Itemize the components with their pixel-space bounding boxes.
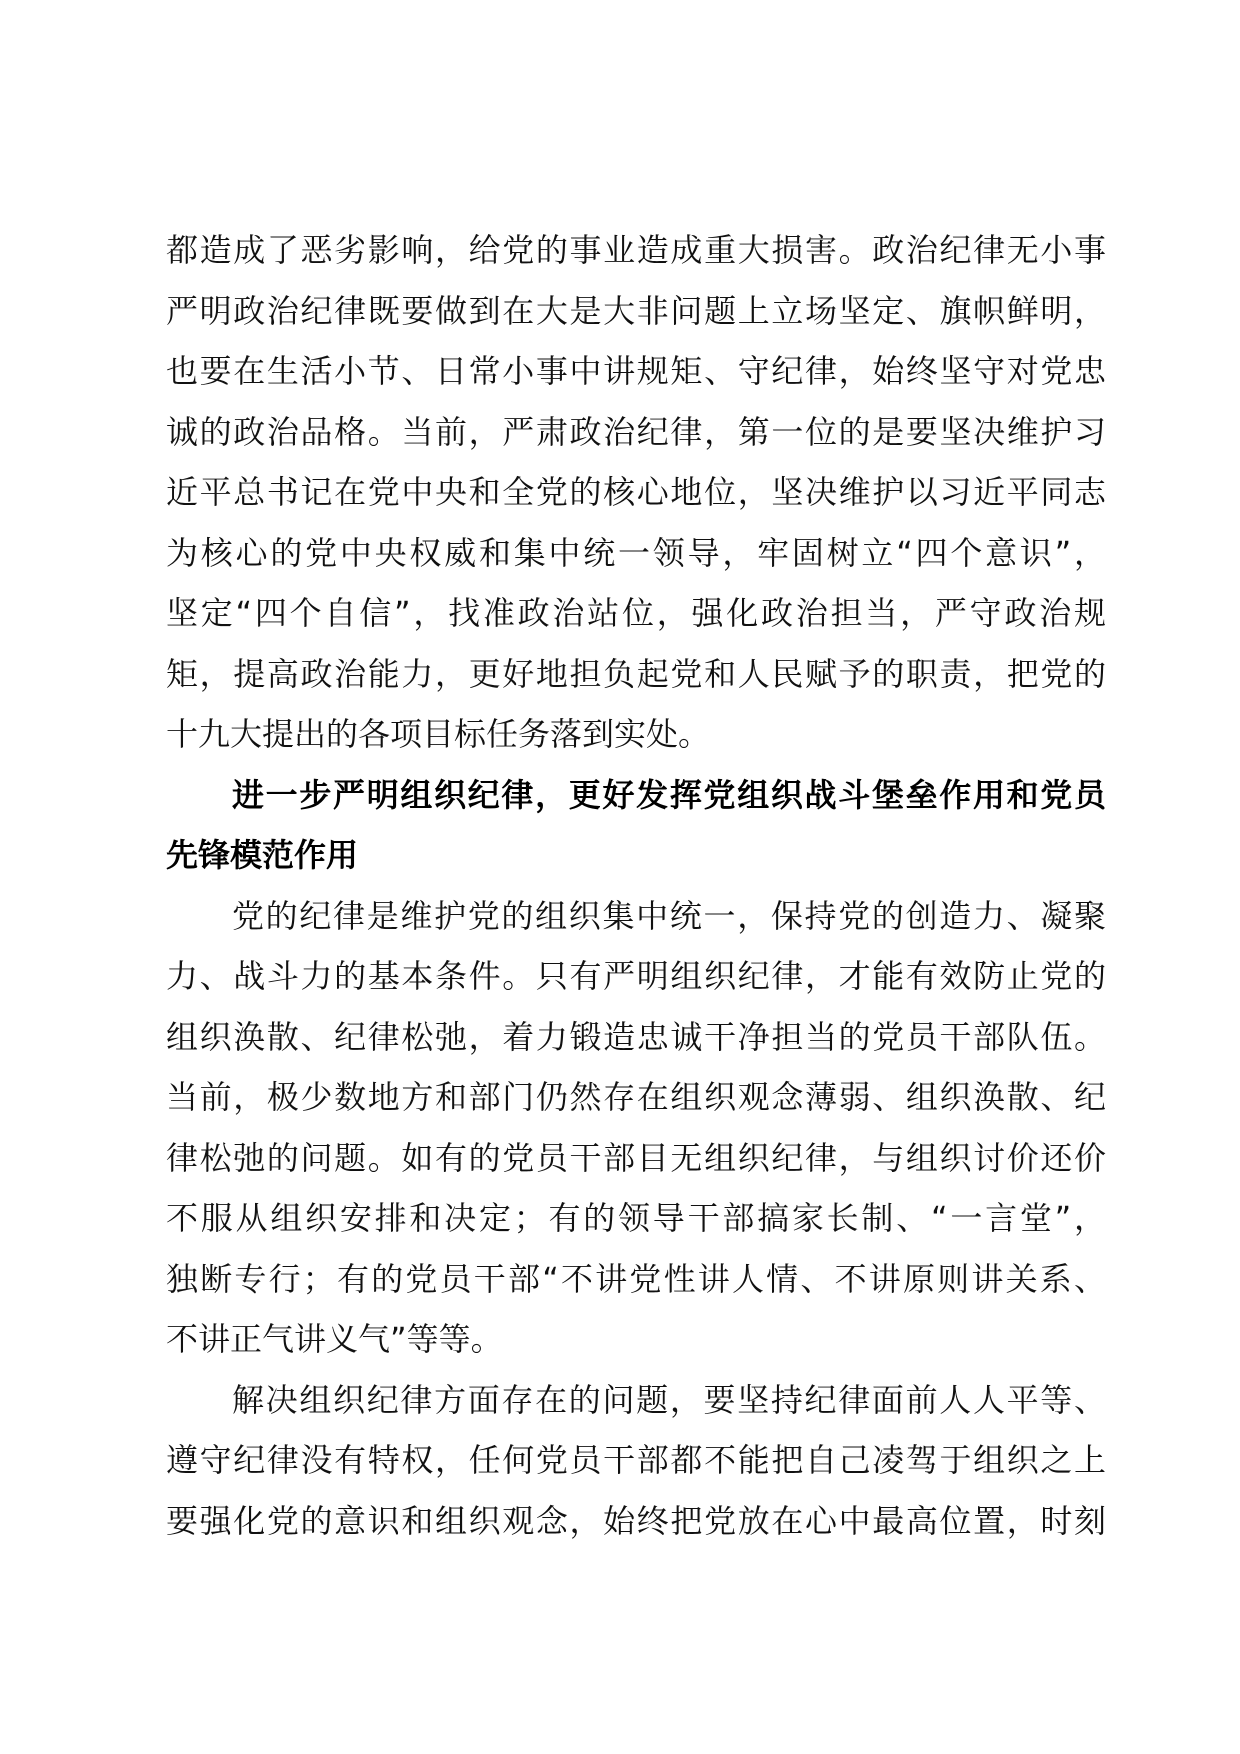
text-line: 也要在生活小节、日常小事中讲规矩、守纪律，始终坚守对党忠: [166, 352, 1106, 390]
text-line: 党的纪律是维护党的组织集中统一，保持党的创造力、凝聚: [232, 896, 1106, 935]
text-line: 律松弛的问题。如有的党员干部目无组织纪律，与组织讨价还价: [166, 1138, 1106, 1177]
text-line: 诚的政治品格。当前，严肃政治纪律，第一位的是要坚决维护习: [166, 412, 1106, 451]
text-line: 不讲正气讲义气”等等。: [166, 1320, 503, 1358]
text-line: 坚定“四个自信”，找准政治站位，强化政治担当，严守政治规: [166, 594, 1106, 632]
paragraph-political-discipline: [166, 220, 1106, 765]
text-line: 独断专行；有的党员干部“不讲党性讲人情、不讲原则讲关系、: [166, 1259, 1106, 1298]
text-line: 为核心的党中央权威和集中统一领导，牢固树立“四个意识”，: [166, 533, 1106, 572]
section-heading: [166, 765, 1106, 886]
paragraph-organizational-discipline: [166, 886, 1106, 1370]
text-line: 都造成了恶劣影响，给党的事业造成重大损害。政治纪律无小事: [166, 231, 1106, 269]
text-line: 十九大提出的各项目标任务落到实处。: [166, 715, 711, 753]
text-line: 组织涣散、纪律松弛，着力锻造忠诚干净担当的党员干部队伍。: [166, 1017, 1106, 1056]
text-line: 要强化党的意识和组织观念，始终把党放在心中最高位置，时刻: [166, 1501, 1106, 1540]
text-line: 当前，极少数地方和部门仍然存在组织观念薄弱、组织涣散、纪: [166, 1078, 1106, 1116]
text-line: 力、战斗力的基本条件。只有严明组织纪律，才能有效防止党的: [166, 957, 1106, 995]
text-line: 近平总书记在党中央和全党的核心地位，坚决维护以习近平同志: [166, 473, 1106, 511]
text-line: 遵守纪律没有特权，任何党员干部都不能把自己凌驾于组织之上: [166, 1441, 1106, 1479]
document-body: [166, 220, 1106, 1551]
heading-line: 进一步严明组织纪律，更好发挥党组织战斗堡垒作用和党员: [232, 775, 1106, 814]
text-line: 不服从组织安排和决定；有的领导干部搞家长制、“一言堂”，: [166, 1199, 1106, 1237]
text-line: 解决组织纪律方面存在的问题，要坚持纪律面前人人平等、: [232, 1380, 1106, 1419]
text-line: 矩，提高政治能力，更好地担负起党和人民赋予的职责，把党的: [166, 654, 1106, 693]
text-line: 严明政治纪律既要做到在大是大非问题上立场坚定、旗帜鲜明，: [166, 291, 1106, 330]
paragraph-solving-problems: [166, 1370, 1106, 1552]
heading-line: 先锋模范作用: [166, 836, 359, 874]
